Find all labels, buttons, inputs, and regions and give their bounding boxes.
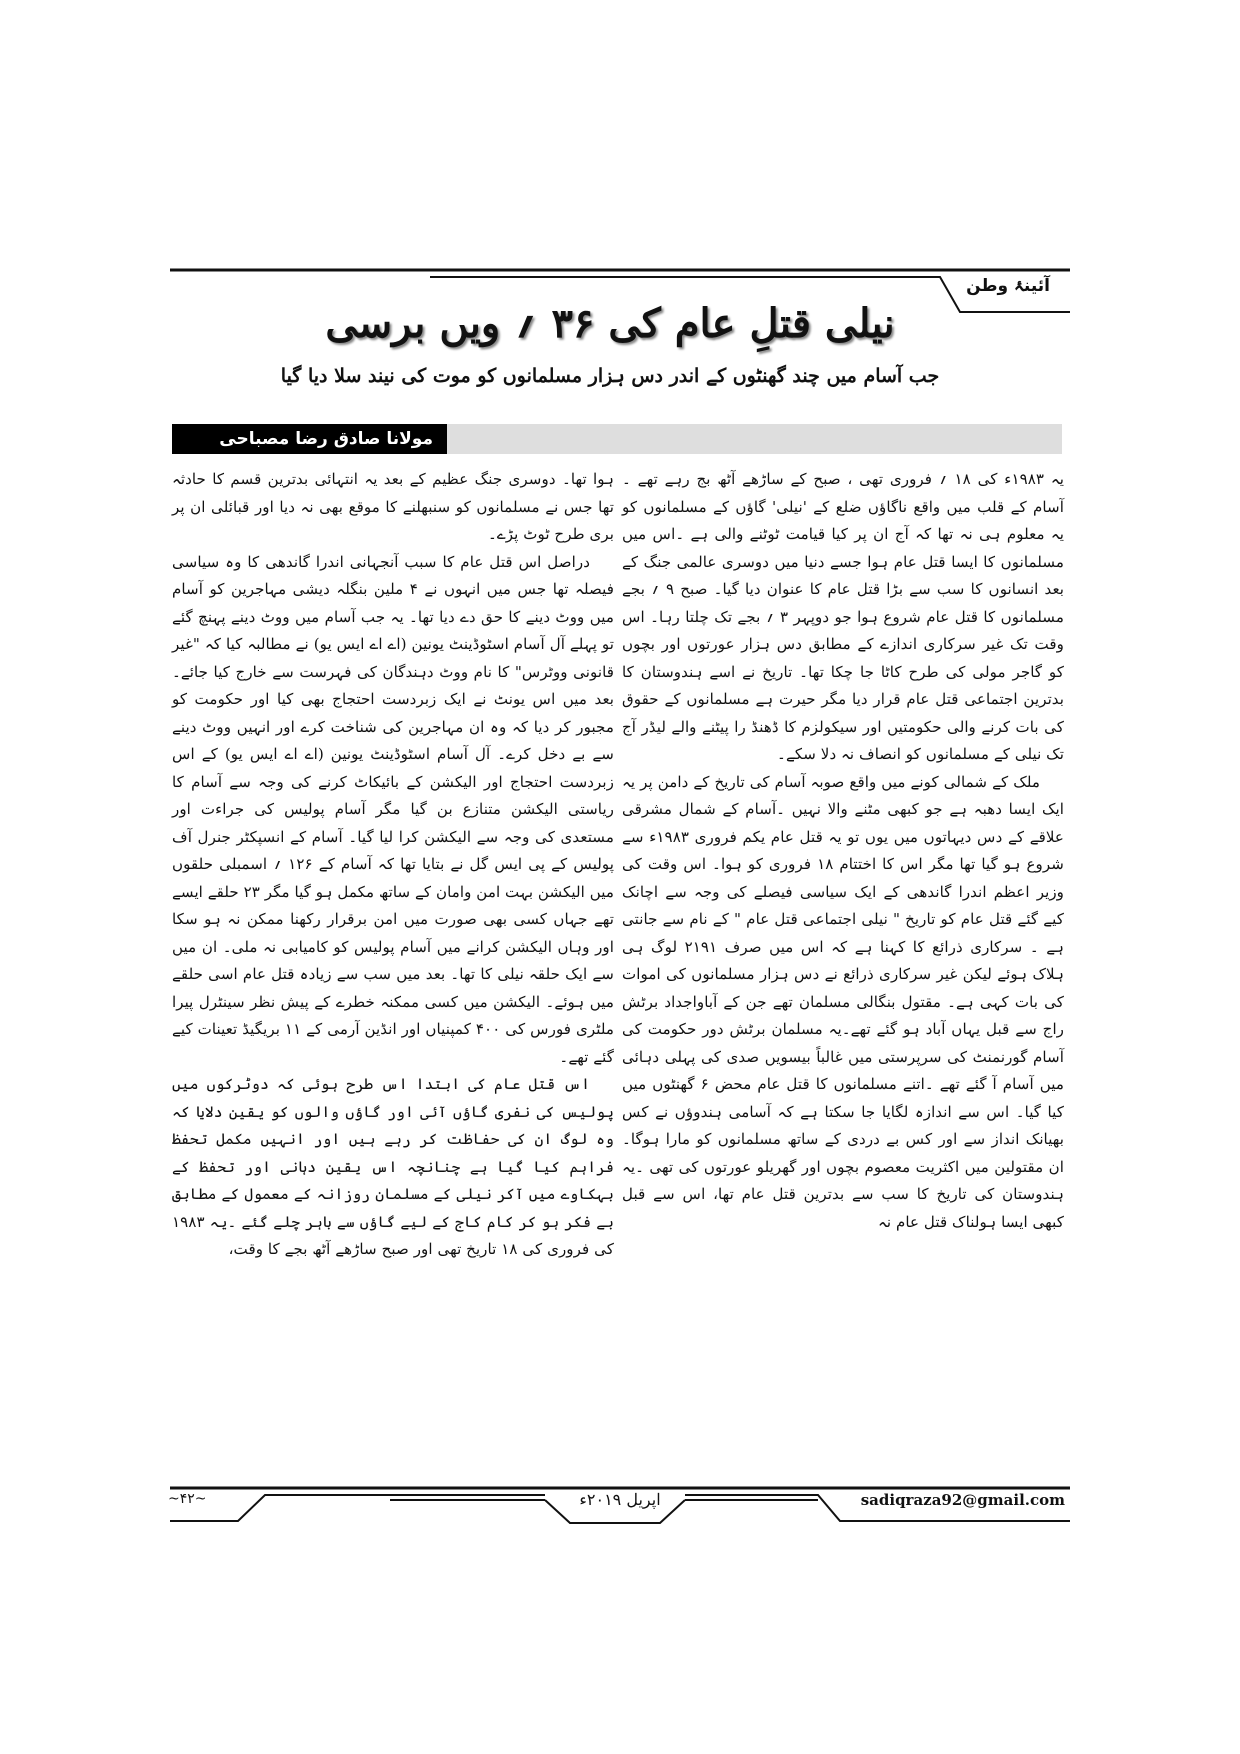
section-name: آئینۂ وطن	[966, 276, 1050, 296]
author-email[interactable]: sadiqraza92@gmail.com	[860, 1491, 1065, 1509]
paragraph: دراصل اس قتل عام کا سبب آنجہانی اندرا گاندھی کا وہ سیاسی فیصلہ تھا جس میں انہوں نے ۴ ملین بنگلہ دیشی مہاجرین کو آسام میں ووٹ دینے کا حق دے دیا تھا۔ یہ جب آسام میں ووٹ دینے پہنچ گئے تو پہلے آل آسام اسٹوڈینٹ یونین (اے اے ایس یو) نے مطالبہ کیا کہ "غیر قانونی ووٹرس" کا نام ووٹ دہندگان کی فہرست سے خارج کیا جائے۔ بعد میں اس یونٹ نے ایک زبردست احتجاج بھی کیا اور حکومت کو مجبور کر دیا کہ وہ ان مہاجرین کی شناخت کرے اور انہیں ووٹ دینے سے بے دخل کرے۔ آل آسام اسٹوڈینٹ یونین (اے اے ایس یو) کے اس زبردست احتجاج اور الیکشن کے بائیکاٹ کرنے کی وجہ سے آسام کا ریاستی الیکشن متنازع بن گیا مگر آسام پولیس کی جراءت اور مستعدی کی وجہ سے الیکشن کرا لیا گیا۔ آسام کے انسپکٹر جنرل آف پولیس کے پی ایس گل نے بتایا تھا کہ آسام کے ۱۲۶ ؍ اسمبلی حلقوں میں الیکشن بہت امن وامان کے ساتھ مکمل ہو گیا مگر ۲۳ حلقے ایسے تھے جہاں کسی بھی صورت میں امن برقرار رکھنا ممکن نہ ہو سکا اور وہاں الیکشن کرانے میں آسام پولیس کو کامیابی نہ ملی۔ ان میں سے ایک حلقہ نیلی کا تھا۔ بعد میں سب سے زیادہ قتل عام اسی حلقے میں ہوئے۔ الیکشن میں کسی ممکنہ خطرے کے پیش نظر سینٹرل پیرا ملٹری فورس کی ۴۰۰ کمپنیاں اور انڈین آرمی کے ۱۱ بریگیڈ تعینات کیے گئے تھے۔	[172, 552, 615, 1066]
paragraph: ملک کے شمالی کونے میں واقع صوبہ آسام کی تاریخ کے دامن پر یہ ایک ایسا دھبہ ہے جو کبھی مٹنے والا نہیں ۔آسام کے شمال مشرقی علاقے کے دس دیہاتوں میں یوں تو یہ قتل عام یکم فروری ۱۹۸۳ء سے شروع ہو گیا تھا مگر اس کا اختتام ۱۸ فروری کو ہوا۔ اس وقت کی وزیر اعظم اندرا گاندھی کے ایک سیاسی فیصلے کی وجہ سے اچانک کیے گئے قتل عام کو تاریخ " نیلی اجتماعی قتل عام " کے نام سے جانتی ہے ۔ سرکاری ذرائع کا کہنا ہے کہ اس میں صرف ۲۱۹۱ لوگ ہی ہلاک ہوئے لیکن غیر سرکاری ذرائع نے دس ہزار مسلمانوں کی اموات کی بات کہی ہے۔ مقتول بنگالی مسلمان تھے جن کے آباواجداد برٹش راج سے قبل یہاں آباد ہو گئے تھے۔یہ مسلمان برٹش دور حکومت کی آسام گورنمنٹ کی سرپرستی میں غالباً بیسویں صدی کی پہلی دہائی میں آسام آ گئے تھے ۔اتنے مسلمانوں کا قتل عام محض ۶ گھنٹوں میں کیا گیا۔ اس سے اندازہ لگایا جا سکتا ہے کہ آسامی ہندوؤں نے کس بھیانک انداز سے اور کس بے دردی کے ساتھ مسلمانوں کو مارا ہوگا۔ ان مقتولین میں اکثریت معصوم بچوں اور گھریلو عورتوں کی تھی ۔یہ ہندوستان کی تاریخ کا سب سے بدترین قتل عام تھا، اس سے قبل کبھی ایسا ہولناک قتل عام نہ	[622, 772, 1065, 1231]
article-subtitle: جب آسام میں چند گھنٹوں کے اندر دس ہزار مسلمانوں کو موت کی نیند سلا دیا گیا	[280, 365, 940, 387]
page-number: ~۴۲~	[168, 1491, 207, 1507]
paragraph: ہوا تھا۔ دوسری جنگ عظیم کے بعد یہ انتہائی بدترین قسم کا حادثہ تھا جس نے مسلمانوں کو سنبھلنے کا موقع بھی نہ دیا اور قبائلی ان پر بری طرح ٹوٹ پڑے۔	[172, 470, 614, 543]
paragraph: اس قتل عام کی ابتدا اس طرح ہوئی کہ دوٹرکوں میں پولیس کی نفری گاؤں آئی اور گاؤں والوں کو یقین دلایا کہ وہ لوگ ان کی حفاظت کر رہے ہیں اور انہیں مکمل تحفظ فراہم کیا گیا ہے چنانچہ اس یقین دہانی اور تحفظ کے بہکاوے میں آکر نیلی کے مسلمان روزانہ کے معمول کے مطابق بے فکر ہو کر کام کاج کے لیے گاؤں سے باہر چلے گئے ۔یہ ۱۹۸۳ کی فروری کی ۱۸ تاریخ تھی اور صبح ساڑھے آٹھ بجے کا وقت،	[172, 1075, 614, 1258]
author-name: مولانا صادق رضا مصباحی	[172, 424, 447, 454]
paragraph: یہ ۱۹۸۳ء کی ۱۸ ؍ فروری تھی ، صبح کے ساڑھے آٹھ بج رہے تھے ۔آسام کے قلب میں واقع ناگاؤں ضلع کے 'نیلی' گاؤں کے مسلمانوں کو یہ معلوم ہی نہ تھا کہ آج ان پر کیا قیامت ٹوٹنے والی ہے ۔اس میں مسلمانوں کا ایسا قتل عام ہوا جسے دنیا میں دوسری عالمی جنگ کے بعد انسانوں کا سب سے بڑا قتل عام کا عنوان دیا گیا۔ صبح ۹ ؍ بجے مسلمانوں کا قتل عام شروع ہوا جو دوپہر ۳ ؍ بجے تک چلتا رہا۔ اس وقت تک غیر سرکاری اندازے کے مطابق دس ہزار عورتوں اور بچوں کو گاجر مولی کی طرح کاٹا جا چکا تھا۔ تاریخ نے اسے ہندوستان کا بدترین اجتماعی قتل عام قرار دیا مگر حیرت ہے مسلمانوں کے حقوق کی بات کرنے والی حکومتیں اور سیکولزم کا ڈھنڈ را پیٹنے والے لیڈر آج تک نیلی کے مسلمانوں کو انصاف نہ دلا سکے۔	[622, 470, 1065, 763]
article-column-left	[172, 466, 614, 1264]
article-column-right	[622, 466, 1064, 1236]
issue-date: اپریل ۲۰۱۹ء	[579, 1490, 661, 1509]
article-title: نیلی قتلِ عام کی ۳۶ ؍ ویں برسی	[325, 300, 895, 347]
